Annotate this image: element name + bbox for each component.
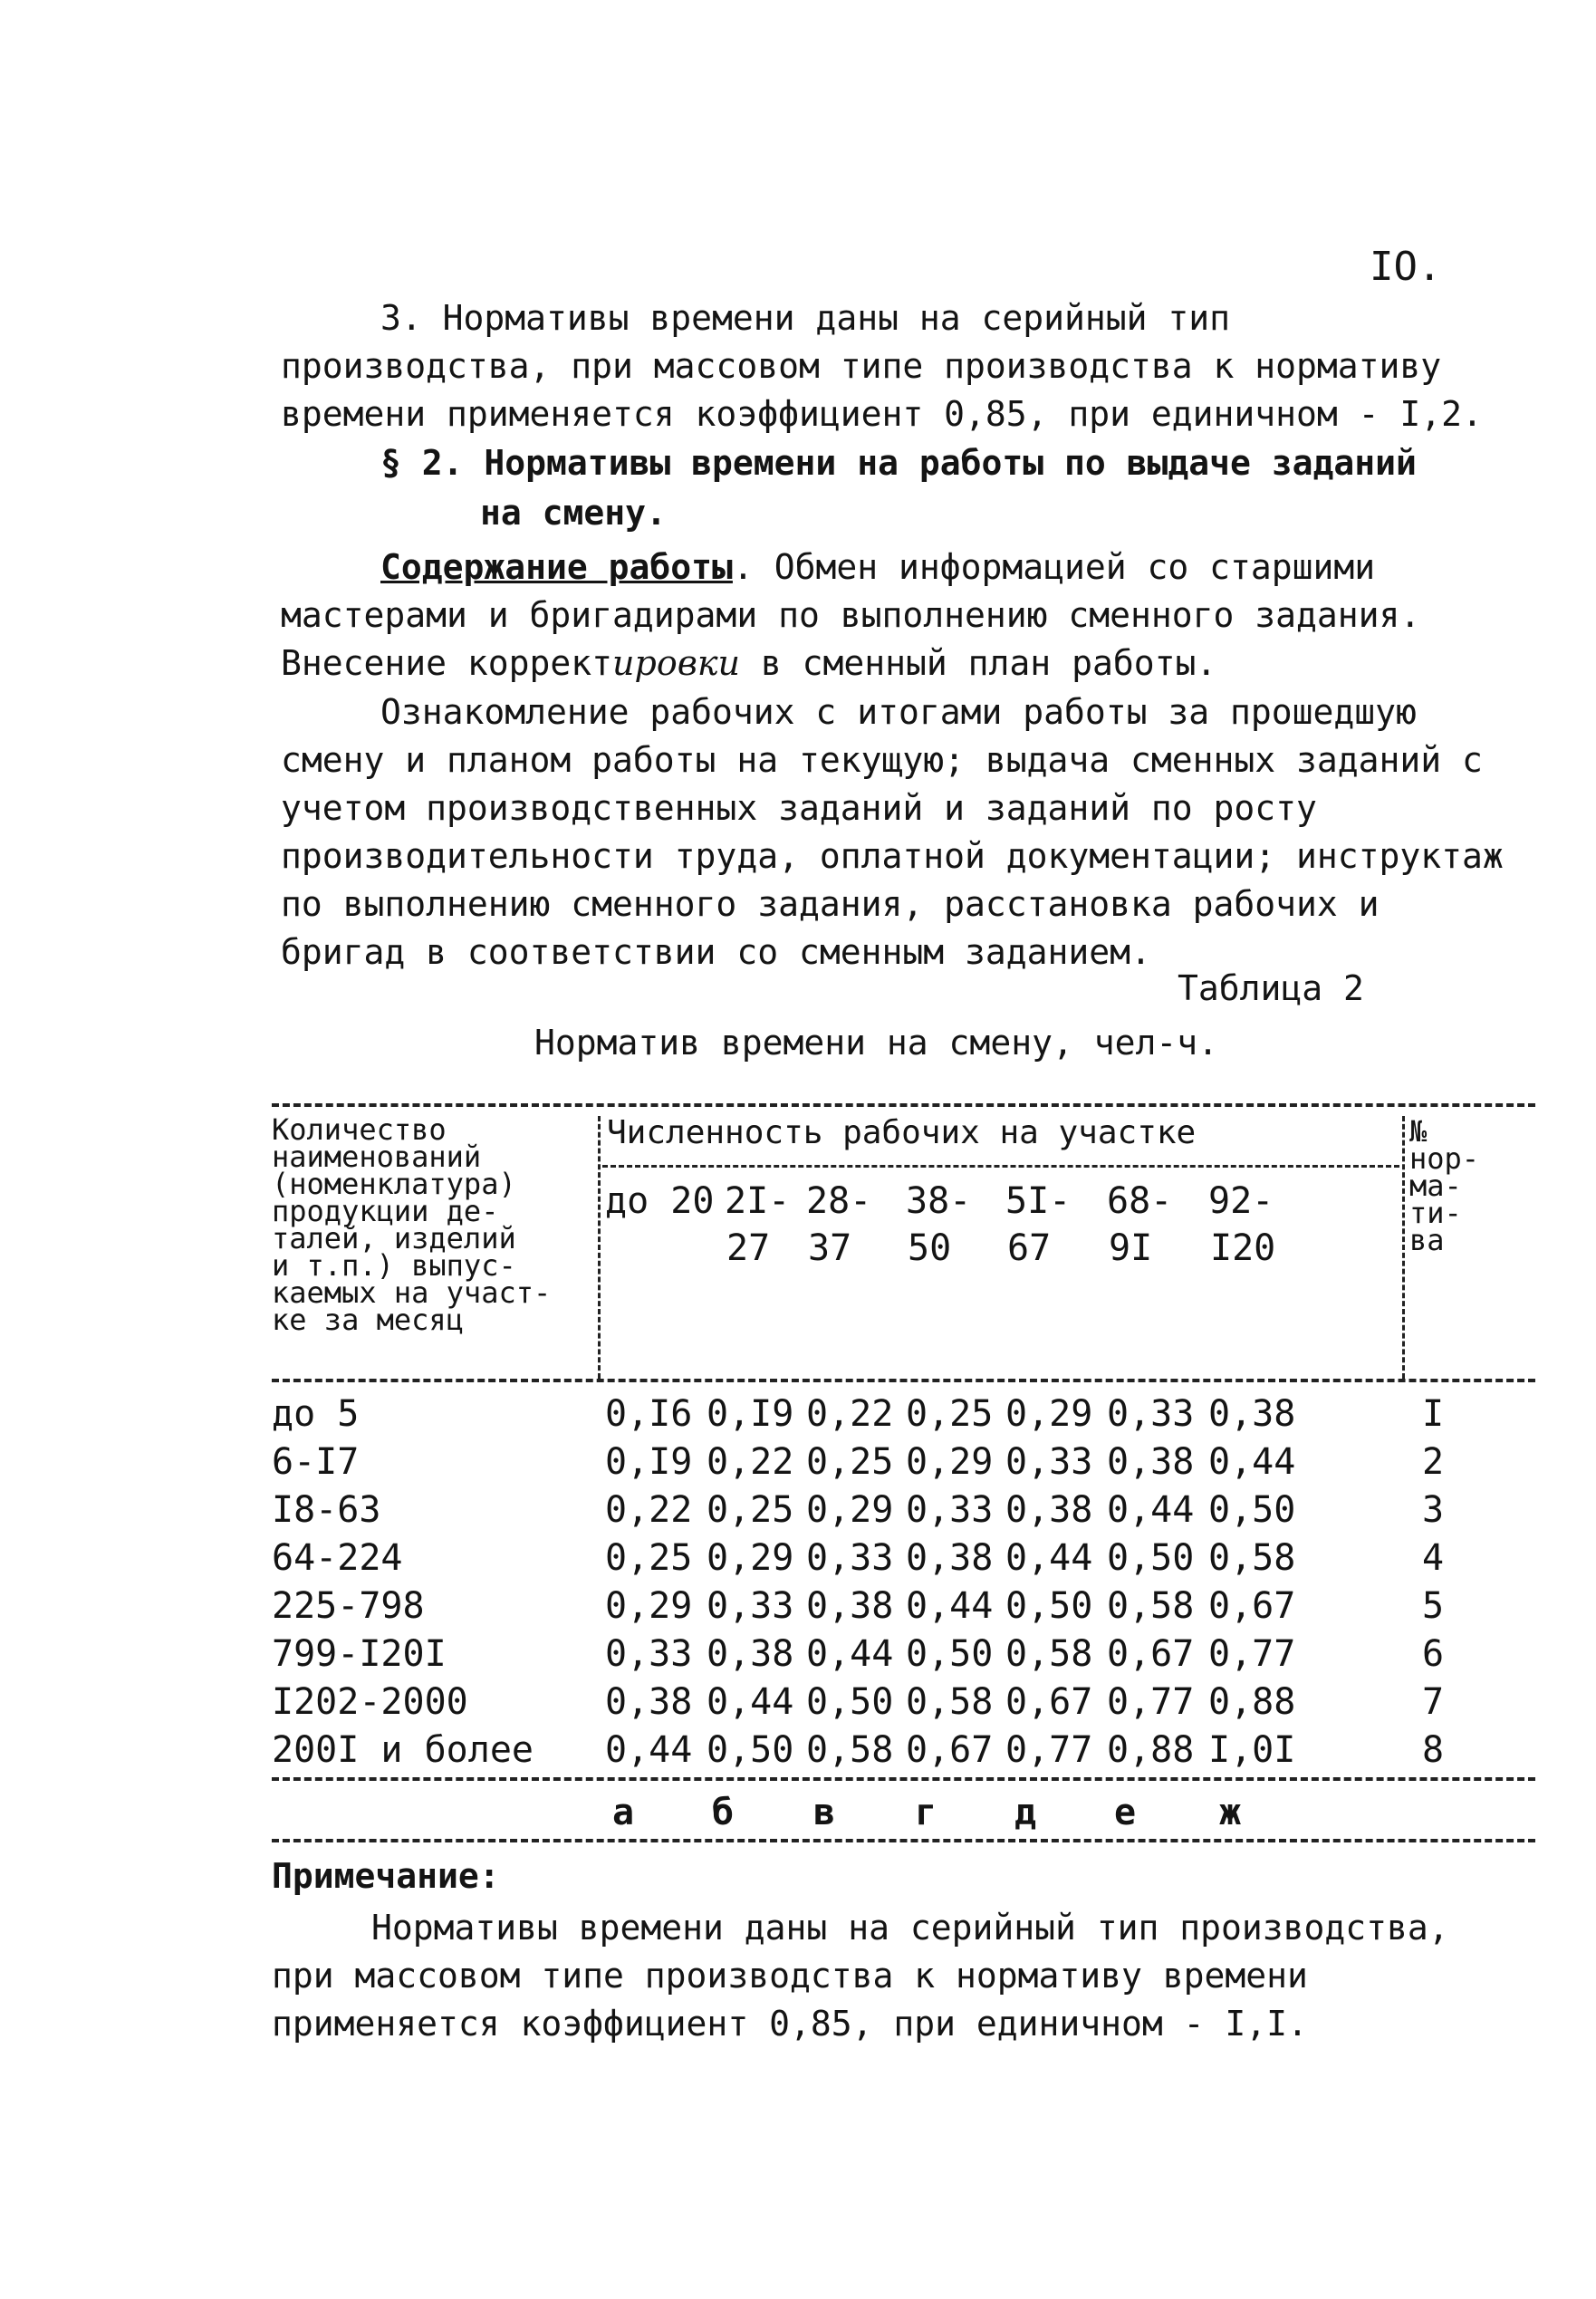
norm-number: 2	[1422, 1441, 1445, 1483]
table-cell: 0,38	[707, 1633, 794, 1675]
norm-number: 5	[1422, 1585, 1445, 1627]
table-cell: 0,29	[906, 1441, 994, 1483]
row-header-line: продукции де-	[272, 1194, 499, 1228]
norm-number-header-line: ти-	[1409, 1196, 1462, 1230]
table-cell: 0,29	[806, 1489, 894, 1531]
table-title: Норматив времени на смену, чел-ч.	[534, 1023, 1218, 1063]
row-label: I8-63	[272, 1489, 381, 1531]
column-header-top: 2I-	[725, 1180, 791, 1222]
column-header-top: 28-	[806, 1180, 872, 1222]
row-label: 200I и более	[272, 1729, 534, 1771]
header-divider-right	[1402, 1116, 1405, 1379]
table-cell: 0,50	[906, 1633, 994, 1675]
section-heading-continued: на смену.	[480, 493, 667, 533]
table-cell: 0,44	[1208, 1441, 1296, 1483]
handwritten-insert: ировки	[612, 643, 741, 683]
column-header-bottom: 50	[908, 1227, 952, 1269]
table-cell: 0,58	[806, 1729, 894, 1771]
table-cell: 0,44	[806, 1633, 894, 1675]
table-cell: 0,33	[1005, 1441, 1093, 1483]
group-header: Численность рабочих на участке	[607, 1114, 1197, 1151]
row-label: 799-I20I	[272, 1633, 447, 1675]
row-header-line: Количество	[272, 1112, 447, 1147]
column-header-bottom: 37	[808, 1227, 852, 1269]
table-cell: 0,50	[1005, 1585, 1093, 1627]
column-header-bottom: 9I	[1109, 1227, 1153, 1269]
table-cell: 0,44	[1107, 1489, 1195, 1531]
header-divider-left	[598, 1116, 601, 1379]
row-label: I202-2000	[272, 1681, 468, 1723]
column-header-top: 68-	[1107, 1180, 1173, 1222]
paragraph-briefing: Ознакомление рабочих с итогами работы за прошедшую смену и планом работы на текущую; выдача сменных заданий с учетом производственных заданий и заданий по росту производительности труда, оплатной документации; инструктаж по выполнению сменного задания, расстановка рабочих и бригад в соответствии со сменным заданием.	[281, 692, 1504, 972]
letters-bottom-border	[272, 1839, 1535, 1842]
group-header-underline	[602, 1165, 1399, 1168]
row-label: до 5	[272, 1393, 360, 1435]
table-cell: 0,25	[906, 1393, 994, 1435]
norm-number-header-line: №	[1409, 1114, 1428, 1149]
table-cell: 0,44	[906, 1585, 994, 1627]
column-letter: б	[712, 1792, 735, 1833]
column-letter: г	[915, 1792, 937, 1833]
table-cell: 0,58	[1107, 1585, 1195, 1627]
table-cell: 0,25	[707, 1489, 794, 1531]
table-cell: 0,33	[806, 1537, 894, 1579]
table-cell: 0,67	[1005, 1681, 1093, 1723]
table-cell: 0,22	[707, 1441, 794, 1483]
column-letter: д	[1014, 1792, 1037, 1833]
note-text: Нормативы времени даны на серийный тип производства, при массовом типе производства к нормативу времени применяется коэффициент 0,85, при единичном - I,I.	[272, 1908, 1449, 2044]
row-label: 64-224	[272, 1537, 403, 1579]
column-header-bottom: I20	[1210, 1227, 1276, 1269]
table-cell: 0,38	[1208, 1393, 1296, 1435]
table-cell: 0,38	[1005, 1489, 1093, 1531]
table-cell: 0,I9	[605, 1441, 693, 1483]
column-letter: в	[813, 1792, 836, 1833]
table-cell: 0,50	[1208, 1489, 1296, 1531]
table-cell: 0,38	[906, 1537, 994, 1579]
table-cell: 0,50	[1107, 1537, 1195, 1579]
note-label: Примечание:	[272, 1856, 500, 1896]
paragraph-content-of-work	[281, 543, 1513, 688]
table-cell: 0,29	[605, 1585, 693, 1627]
content-text: . Обмен информацией со старшими мастерами и бригадирами по выполнению сменного задания. Внесение коррект	[281, 547, 1421, 683]
table-cell: 0,58	[1005, 1633, 1093, 1675]
row-label: 225-798	[272, 1585, 425, 1627]
column-letter: а	[612, 1792, 635, 1833]
column-header-bottom: 67	[1007, 1227, 1052, 1269]
page-number: IO.	[1370, 244, 1442, 290]
table-cell: 0,50	[806, 1681, 894, 1723]
table-cell: 0,67	[1208, 1585, 1296, 1627]
table-cell: 0,25	[806, 1441, 894, 1483]
norm-number-header-line: ма-	[1409, 1169, 1462, 1203]
table-bottom-border	[272, 1777, 1535, 1781]
table-cell: 0,38	[605, 1681, 693, 1723]
table-cell: 0,I9	[707, 1393, 794, 1435]
norm-number-header-line: нор-	[1409, 1141, 1480, 1176]
row-header-line: каемых на участ-	[272, 1275, 552, 1310]
row-header-line: ке за месяц	[272, 1303, 464, 1337]
norm-number: 4	[1422, 1537, 1445, 1579]
table-cell: 0,77	[1208, 1633, 1296, 1675]
column-header-top: до 20	[605, 1180, 715, 1222]
table-cell: 0,77	[1005, 1729, 1093, 1771]
section-heading: § 2. Нормативы времени на работы по выдаче заданий	[380, 443, 1417, 483]
column-header-bottom: 27	[726, 1227, 771, 1269]
content-label: Содержание работы	[380, 547, 733, 587]
table-cell: 0,88	[1107, 1729, 1195, 1771]
table-cell: 0,88	[1208, 1681, 1296, 1723]
row-header-line: и т.п.) выпус-	[272, 1248, 516, 1283]
table-cell: 0,44	[605, 1729, 693, 1771]
column-letter: ж	[1219, 1792, 1242, 1833]
column-letter: е	[1114, 1792, 1137, 1833]
norm-number: 6	[1422, 1633, 1445, 1675]
row-header-line: (номенклатура)	[272, 1167, 516, 1201]
norm-number-header-line: ва	[1409, 1223, 1445, 1257]
table-cell: I,0I	[1208, 1729, 1296, 1771]
table-cell: 0,67	[906, 1729, 994, 1771]
norm-number: 7	[1422, 1681, 1445, 1723]
norm-number: I	[1422, 1393, 1445, 1435]
row-header	[272, 1112, 552, 1337]
column-header-top: 5I-	[1005, 1180, 1072, 1222]
column-header-top: 38-	[906, 1180, 972, 1222]
table-cell: 0,22	[605, 1489, 693, 1531]
table-cell: 0,33	[707, 1585, 794, 1627]
table-cell: 0,33	[605, 1633, 693, 1675]
norm-number: 8	[1422, 1729, 1445, 1771]
table-cell: 0,25	[605, 1537, 693, 1579]
norm-number-header	[1409, 1114, 1480, 1257]
table-cell: 0,22	[806, 1393, 894, 1435]
table-cell: 0,50	[707, 1729, 794, 1771]
table-label: Таблица 2	[1178, 968, 1364, 1008]
table-cell: 0,33	[1107, 1393, 1195, 1435]
table-cell: 0,29	[1005, 1393, 1093, 1435]
header-bottom-border	[272, 1379, 1535, 1382]
table-top-border	[272, 1103, 1535, 1107]
table-cell: 0,38	[806, 1585, 894, 1627]
table-cell: 0,44	[1005, 1537, 1093, 1579]
table-cell: 0,44	[707, 1681, 794, 1723]
norm-number: 3	[1422, 1489, 1445, 1531]
table-cell: 0,I6	[605, 1393, 693, 1435]
table-cell: 0,29	[707, 1537, 794, 1579]
table-cell: 0,33	[906, 1489, 994, 1531]
table-cell: 0,77	[1107, 1681, 1195, 1723]
column-header-top: 92-	[1208, 1180, 1274, 1222]
table-cell: 0,67	[1107, 1633, 1195, 1675]
row-header-line: наименований	[272, 1140, 482, 1174]
table-cell: 0,58	[1208, 1537, 1296, 1579]
row-label: 6-I7	[272, 1441, 360, 1483]
content-text-end: в сменный план работы.	[740, 643, 1217, 683]
row-header-line: талей, изделий	[272, 1221, 516, 1255]
paragraph-coefficients: 3. Нормативы времени даны на серийный тип производства, при массовом типе производства к нормативу времени применяется коэффициент 0,85, при единичном - I,2.	[281, 298, 1483, 434]
table-cell: 0,58	[906, 1681, 994, 1723]
table-cell: 0,38	[1107, 1441, 1195, 1483]
